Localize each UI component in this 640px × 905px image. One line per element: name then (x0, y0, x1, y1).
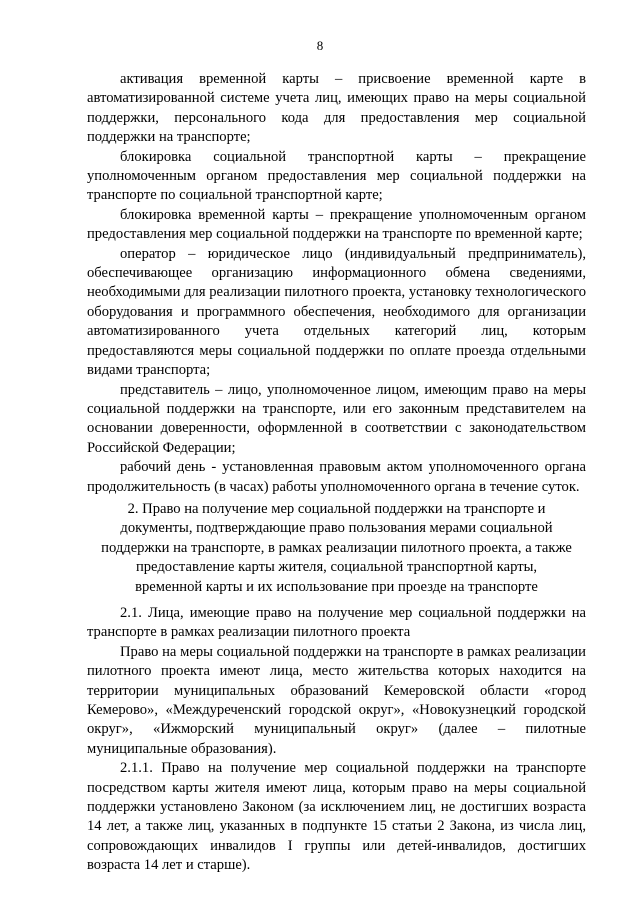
paragraph-pilot-municipalities: Право на меры социальной поддержки на транспорте в рамках реализации пилотного проекта имеют лица, место жительства которых находится на территории муниципальных образований Кемеровской области «город Кемерово», «Междуреченский городской округ», «Новокузнецкий городской округ», «Ижморский муниципальный округ» (далее – пилотные муниципальные образования). (87, 643, 586, 757)
definitions-list (87, 70, 586, 497)
paragraph-2-1-1: 2.1.1. Право на получение мер социальной поддержки на транспорте посредством карты жителя имеют лица, которым право на меры социальной поддержки установлено Законом (за исключением лиц, не достигших возраста 14 лет, а также лиц, указанных в подпункте 15 статьи 2 Закона, из числа лиц, сопровождающих инвалидов I группы или детей-инвалидов, достигших возраста 14 лет и старше). (87, 760, 586, 874)
definition-social-card-blocking: блокировка социальной транспортной карты – прекращение уполномоченным органом предоставления мер социальной поддержки на транспорте по социальной транспортной карте; (87, 148, 586, 204)
subsection-2-1 (87, 604, 586, 876)
definition-temporary-card-activation: активация временной карты – присвоение временной карте в автоматизированной системе учета лиц, имеющих право на меры социальной поддержки, персонального кода для предоставления мер социальной поддержки на транспорте; (87, 71, 586, 146)
definition-operator: оператор – юридическое лицо (индивидуальный предприниматель), обеспечивающее организацию информационного обмена сведениями, необходимыми для реализации пилотного проекта, установку технологического оборудования и программного обеспечения, необходимого для организации автоматизированного учета отдельных категорий лиц, которым предоставляются меры социальной поддержки по оплате проезда отдельными видами транспорта; (87, 245, 586, 379)
page-number: 8 (316, 38, 324, 53)
definition-temporary-card-blocking: блокировка временной карты – прекращение уполномоченным органом предоставления мер социальной поддержки на транспорте по временной карте; (87, 206, 586, 243)
subsection-title: 2.1. Лица, имеющие право на получение мер социальной поддержки на транспорте в рамках реализации пилотного проекта (87, 605, 586, 641)
section-heading: 2. Право на получение мер социальной поддержки на транспорте и документы, подтверждающие право пользования мерами социальной поддержки на транспорте, в рамках реализации пилотного проекта, а также предоставление карты жителя, социальной транспортной карты, временной карты и их использование при проезде на транспорте (101, 501, 572, 595)
section-2-heading-block (87, 500, 586, 597)
definition-representative: представитель – лицо, уполномоченное лицом, имеющим право на меры социальной поддержки на транспорте, или его законным представителем на основании доверенности, оформленной в соответствии с законодательством Российской Федерации; (87, 381, 586, 456)
definition-working-day: рабочий день - установленная правовым актом уполномоченного органа продолжительность (в часах) работы уполномоченного органа в течение суток. (87, 459, 586, 495)
